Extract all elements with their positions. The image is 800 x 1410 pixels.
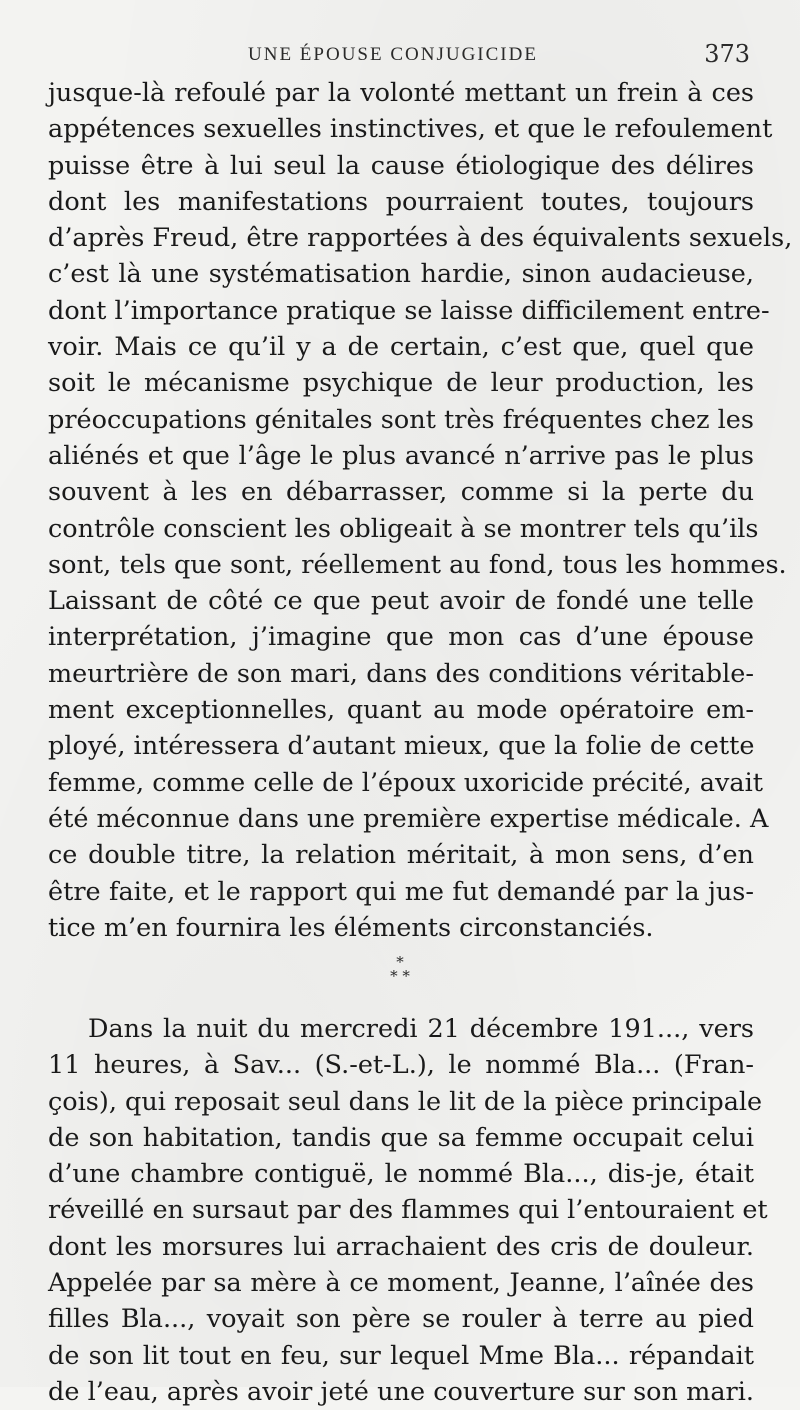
text-line: contrôle conscient les obligeait à se montrer tels qu’ils	[48, 513, 759, 544]
running-head: UNE ÉPOUSE CONJUGICIDE	[248, 44, 538, 65]
text-line: Appelée par sa mère à ce moment, Jeanne, l’aînée des	[48, 1268, 754, 1299]
text-line: Laissant de côté ce que peut avoir de fondé une telle	[48, 586, 754, 617]
text-line: voir. Mais ce qu’il y a de certain, c’est que, quel que	[48, 332, 754, 363]
text-line: préoccupations génitales sont très fréquentes chez les	[48, 404, 754, 435]
text-line: d’une chambre contiguë, le nommé Bla..., dis-je, était	[48, 1159, 754, 1190]
text-line: d’après Freud, être rapportées à des équivalents sexuels,	[48, 223, 793, 254]
text-line: dont les manifestations pourraient toutes, toujours	[48, 186, 754, 217]
page-number: 373	[704, 40, 750, 68]
text-line: de l’eau, après avoir jeté une couverture sur son mari.	[48, 1376, 754, 1407]
text-line: meurtrière de son mari, dans des conditions véritable-	[48, 658, 754, 689]
text-line: de son habitation, tandis que sa femme occupait celui	[48, 1122, 754, 1153]
text-line: être faite, et le rapport qui me fut demandé par la jus-	[48, 876, 754, 907]
text-line: été méconnue dans une première expertise médicale. A	[48, 803, 769, 834]
text-line: sont, tels que sont, réellement au fond, tous les hommes.	[48, 549, 787, 580]
text-line: ployé, intéressera d’autant mieux, que la folie de cette	[48, 731, 755, 762]
text-line: dont l’importance pratique se laisse difficilement entre-	[48, 295, 770, 326]
section-separator	[0, 955, 800, 995]
text-line: appétences sexuelles instinctives, et que le refoulement	[48, 114, 773, 145]
asterism-bottom: * *	[390, 967, 410, 985]
text-line: de son lit tout en feu, sur lequel Mme Bla... répandait	[48, 1340, 754, 1371]
text-line: interprétation, j’imagine que mon cas d’une épouse	[48, 622, 754, 653]
text-line: ment exceptionnelles, quant au mode opératoire em-	[48, 695, 754, 726]
text-line: souvent à les en débarrasser, comme si la perte du	[48, 477, 754, 508]
text-line: çois), qui reposait seul dans le lit de la pièce principale	[48, 1086, 763, 1117]
text-line: filles Bla..., voyait son père se rouler à terre au pied	[48, 1304, 754, 1335]
text-line: aliénés et que l’âge le plus avancé n’arrive pas le plus	[48, 440, 754, 471]
text-line: jusque-là refoulé par la volonté mettant un frein à ces	[48, 78, 754, 108]
paragraph-narrative	[48, 1011, 768, 1410]
paragraph-continued	[48, 75, 793, 946]
text-line: femme, comme celle de l’époux uxoricide précité, avait	[48, 767, 763, 798]
text-line: c’est là une systématisation hardie, sinon audacieuse,	[48, 259, 754, 290]
text-line: puisse être à lui seul la cause étiologique des délires	[48, 150, 754, 181]
text-line: 11 heures, à Sav... (S.-et-L.), le nommé Bla... (Fran-	[48, 1050, 754, 1081]
text-line: ce double titre, la relation méritait, à mon sens, d’en	[48, 840, 754, 871]
asterism-top: *	[396, 953, 404, 971]
text-line: soit le mécanisme psychique de leur production, les	[48, 368, 754, 399]
text-line: tice m’en fournira les éléments circonstanciés.	[48, 912, 654, 943]
page-header	[48, 40, 752, 70]
text-line: réveillé en sursaut par des flammes qui l’entouraient et	[48, 1195, 768, 1226]
text-line: dont les morsures lui arrachaient des cris de douleur.	[48, 1231, 754, 1262]
text-line: Dans la nuit du mercredi 21 décembre 191..., vers	[88, 1014, 754, 1044]
